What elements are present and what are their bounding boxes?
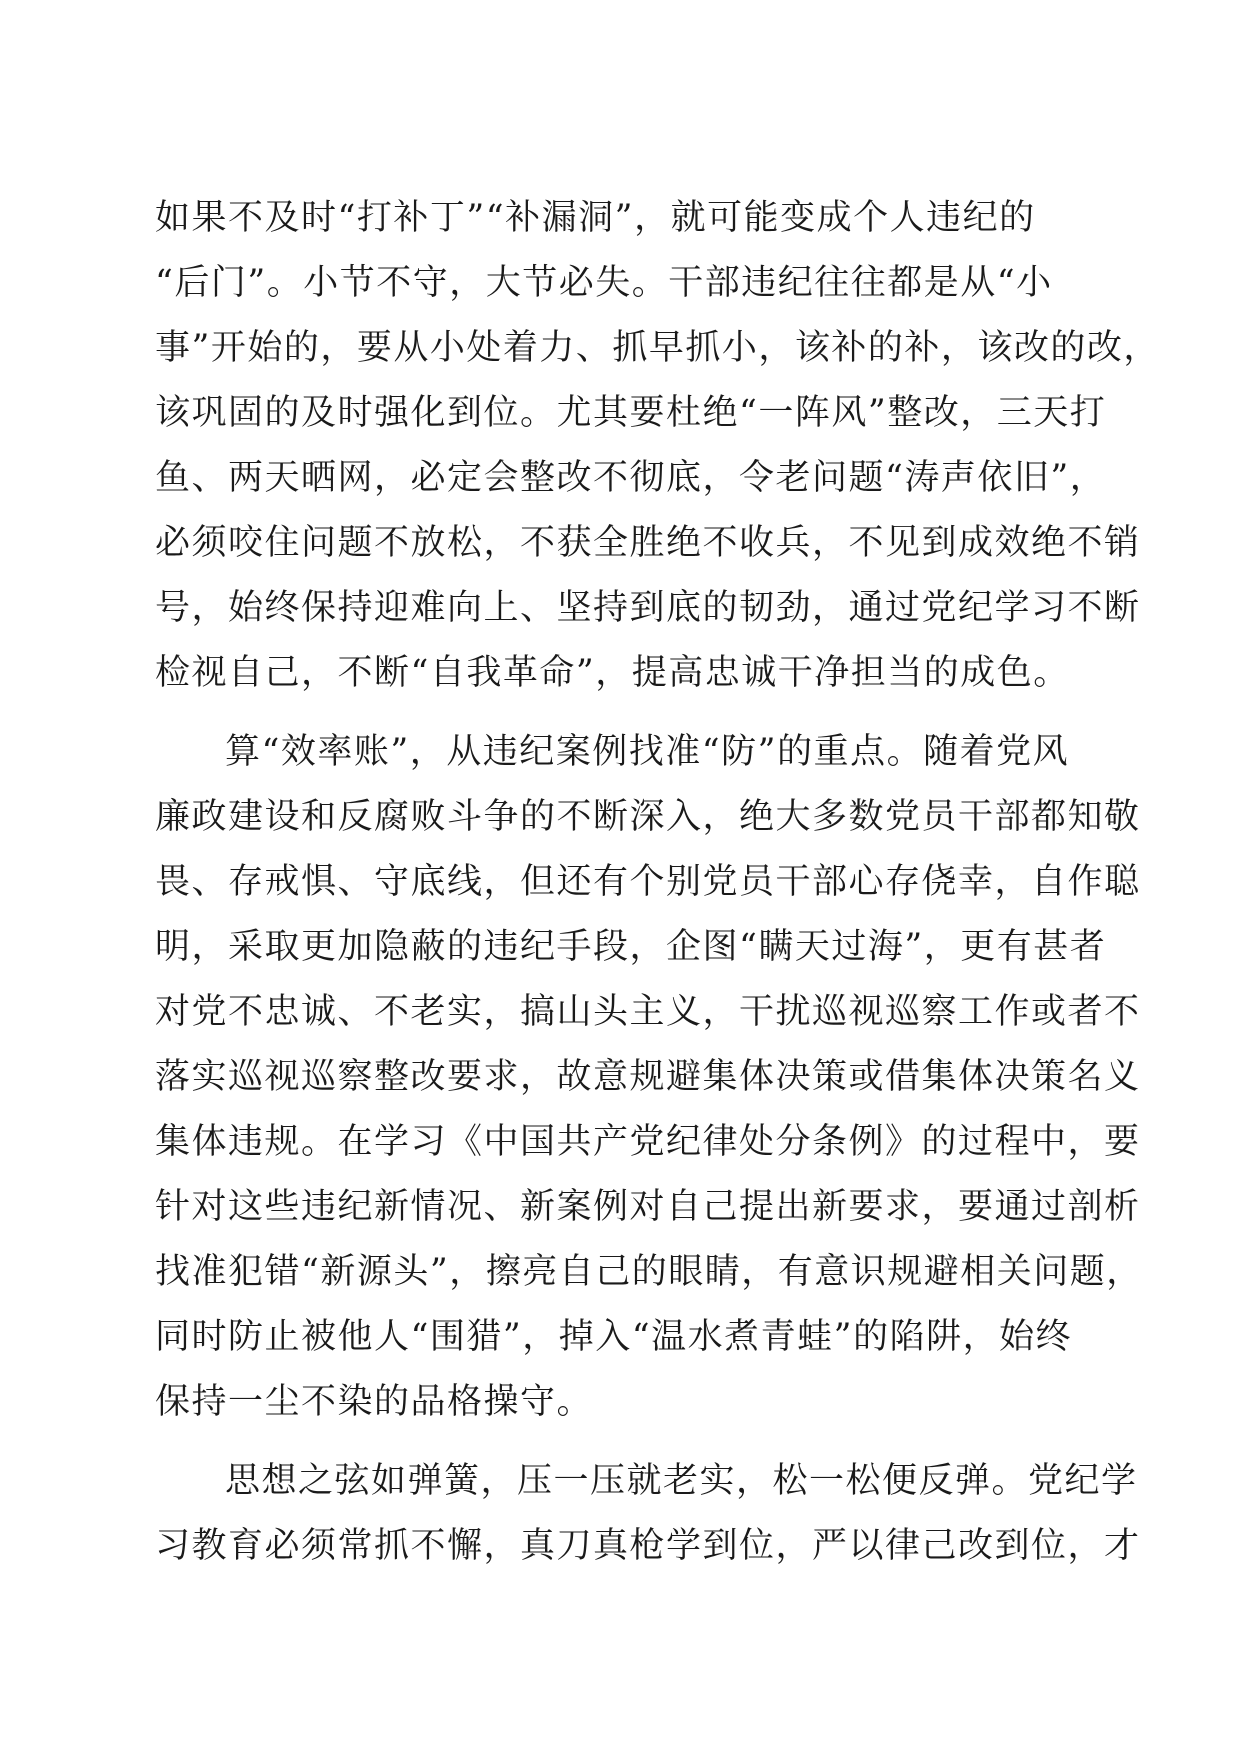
text-line: 该巩固的及时强化到位。尤其要杜绝“一阵风”整改，三天打 bbox=[155, 393, 1107, 433]
text-line: 算“效率账”，从违纪案例找准“防”的重点。随着党风 bbox=[225, 732, 1070, 772]
text-line: 廉政建设和反腐败斗争的不断深入，绝大多数党员干部都知敬 bbox=[155, 797, 1141, 837]
text-line: “后门”。小节不守，大节必失。干部违纪往往都是从“小 bbox=[155, 263, 1053, 303]
text-line: 集体违规。在学习《中国共产党纪律处分条例》的过程中，要 bbox=[155, 1122, 1141, 1162]
body-text bbox=[155, 186, 1160, 1579]
text-line: 对党不忠诚、不老实，搞山头主义，干扰巡视巡察工作或者不 bbox=[155, 992, 1141, 1032]
text-line: 事”开始的，要从小处着力、抓早抓小，该补的补，该改的改， bbox=[155, 328, 1160, 368]
text-line: 思想之弦如弹簧，压一压就老实，松一松便反弹。党纪学 bbox=[225, 1461, 1138, 1501]
text-line: 习教育必须常抓不懈，真刀真枪学到位，严以律己改到位，才 bbox=[155, 1526, 1141, 1566]
text-line: 畏、存戒惧、守底线，但还有个别党员干部心存侥幸，自作聪 bbox=[155, 862, 1141, 902]
text-line: 保持一尘不染的品格操守。 bbox=[155, 1382, 594, 1422]
text-line: 找准犯错“新源头”，擦亮自己的眼睛，有意识规避相关问题， bbox=[155, 1252, 1143, 1292]
text-line: 鱼、两天晒网，必定会整改不彻底，令老问题“涛声依旧”， bbox=[155, 458, 1107, 498]
text-line: 明，采取更加隐蔽的违纪手段，企图“瞒天过海”，更有甚者 bbox=[155, 927, 1107, 967]
paragraph-2 bbox=[155, 720, 1143, 1435]
text-line: 同时防止被他人“围猎”，掉入“温水煮青蛙”的陷阱，始终 bbox=[155, 1317, 1073, 1357]
paragraph-1 bbox=[155, 186, 1160, 706]
text-line: 针对这些违纪新情况、新案例对自己提出新要求，要通过剖析 bbox=[155, 1187, 1141, 1227]
paragraph-3 bbox=[155, 1449, 1141, 1579]
text-line: 必须咬住问题不放松，不获全胜绝不收兵，不见到成效绝不销 bbox=[155, 523, 1141, 563]
text-line: 检视自己，不断“自我革命”，提高忠诚干净担当的成色。 bbox=[155, 653, 1070, 693]
text-line: 落实巡视巡察整改要求，故意规避集体决策或借集体决策名义 bbox=[155, 1057, 1141, 1097]
text-line: 如果不及时“打补丁”“补漏洞”，就可能变成个人违纪的 bbox=[155, 198, 1036, 238]
text-line: 号，始终保持迎难向上、坚持到底的韧劲，通过党纪学习不断 bbox=[155, 588, 1141, 628]
